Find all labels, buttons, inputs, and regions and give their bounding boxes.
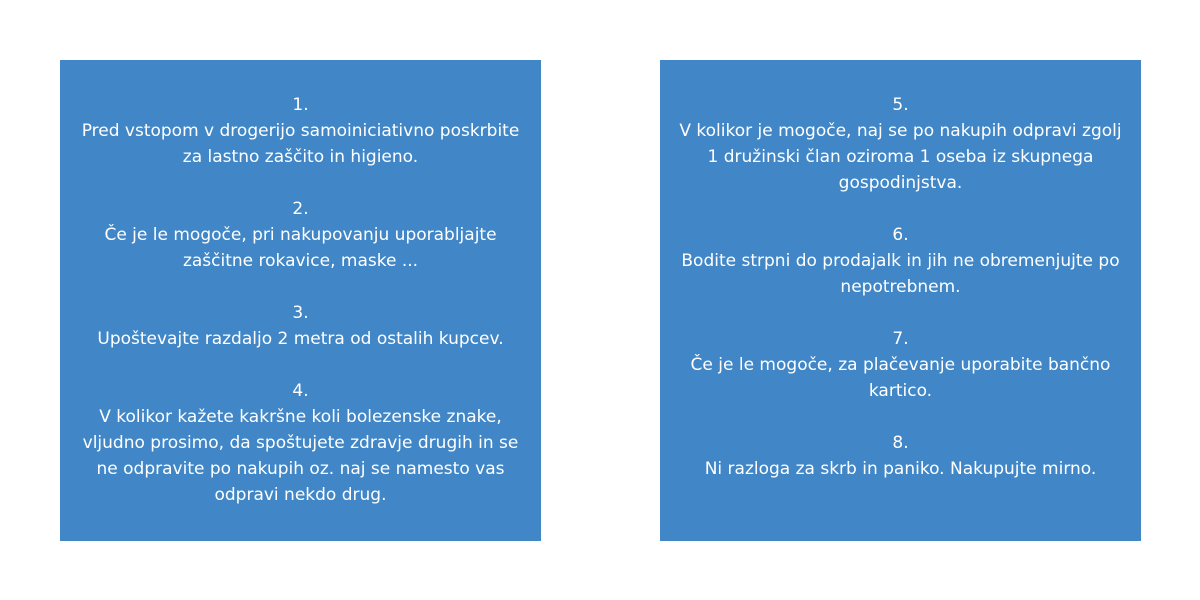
rule-1 — [74, 92, 527, 170]
rule-text: V kolikor kažete kakršne koli bolezenske znake, vljudno prosimo, da spoštujete zdravje drugih in se ne odpravite po nakupih oz. naj se namesto vas odpravi nekdo drug. — [82, 407, 519, 505]
rule-4 — [74, 378, 527, 508]
rule-8 — [674, 430, 1127, 482]
rule-text: Bodite strpni do prodajalk in jih ne obremenjujte po nepotrebnem. — [681, 251, 1120, 297]
rules-panel-left — [60, 60, 541, 541]
rule-number: 7. — [892, 329, 909, 349]
rule-number: 3. — [292, 303, 309, 323]
rule-3 — [74, 300, 527, 352]
rule-text: Če je le mogoče, pri nakupovanju uporabljajte zaščitne rokavice, maske ... — [104, 225, 497, 271]
rule-text: Če je le mogoče, za plačevanje uporabite bančno kartico. — [690, 355, 1111, 401]
rule-number: 1. — [292, 95, 309, 115]
rule-number: 6. — [892, 225, 909, 245]
rule-text: Upoštevajte razdaljo 2 metra od ostalih kupcev. — [97, 329, 504, 349]
rule-number: 5. — [892, 95, 909, 115]
rule-7 — [674, 326, 1127, 404]
rule-number: 2. — [292, 199, 309, 219]
rule-6 — [674, 222, 1127, 300]
rule-number: 4. — [292, 381, 309, 401]
rules-panel-right — [660, 60, 1141, 541]
rule-text: V kolikor je mogoče, naj se po nakupih odpravi zgolj 1 družinski član oziroma 1 oseba iz skupnega gospodinjstva. — [679, 121, 1122, 193]
rule-text: Pred vstopom v drogerijo samoiniciativno poskrbite za lastno zaščito in higieno. — [81, 121, 520, 167]
rule-text: Ni razloga za skrb in paniko. Nakupujte mirno. — [704, 459, 1097, 479]
rule-number: 8. — [892, 433, 909, 453]
rule-2 — [74, 196, 527, 274]
rule-5 — [674, 92, 1127, 196]
